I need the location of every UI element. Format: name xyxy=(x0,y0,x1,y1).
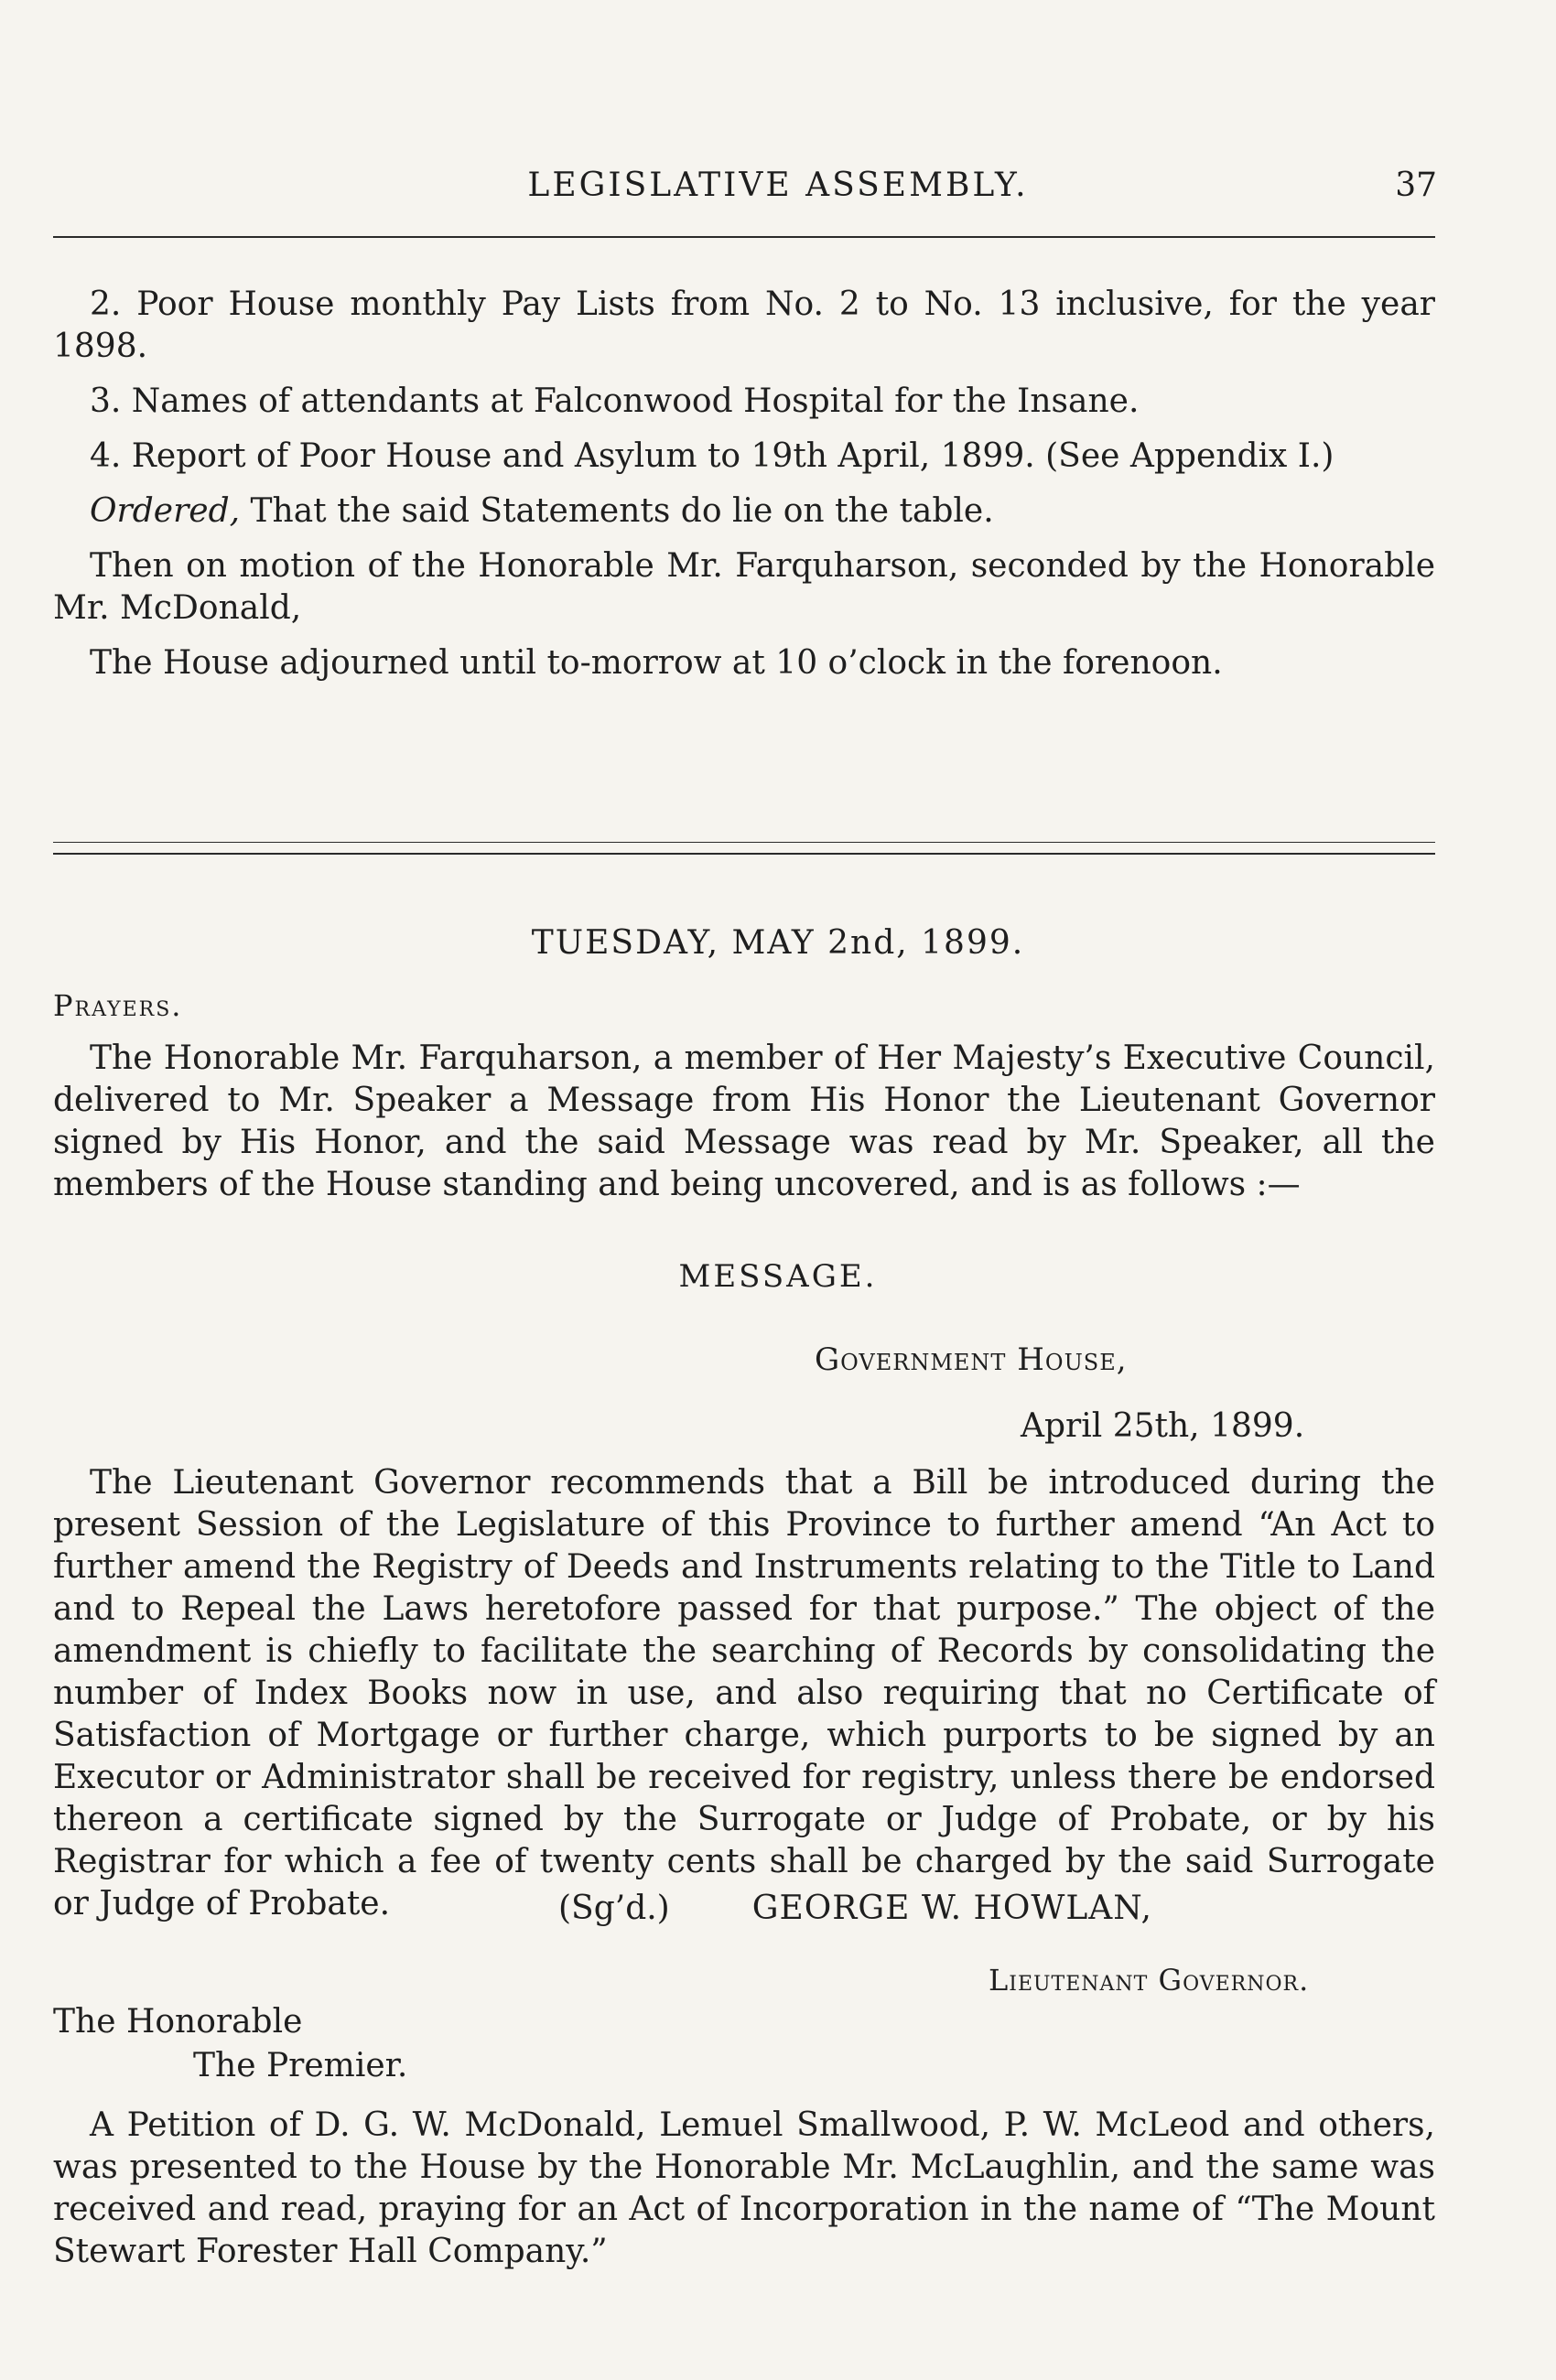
message-intro-text: The Honorable Mr. Farquharson, a member of Her Majesty’s Executive Council, delivered to Mr. Speaker a Message from His Honor the Lieutenant Governor signed by His Honor, and the said Message was read by Mr. Speaker, all the members of the House standing and being uncovered, and is as follows :— xyxy=(53,1039,1435,1203)
message-body-text: The Lieutenant Governor recommends that a Bill be introduced during the present Session of the Legislature of this Province to further amend “An Act to further amend the Registry of Deeds and Instruments relating to the Title to Land and to Repeal the Laws heretofore passed for that purpose.” The object of the amendment is chiefly to facilitate the searching of Records by consolidating the number of Index Books now in use, and also requiring that no Certificate of Satisfaction of Mortgage or further charge, which purports to be signed by an Executor or Administrator shall be received for registry, unless there be endorsed thereon a certificate signed by the Surrogate or Judge of Probate, or by his Registrar for which a fee of twenty cents shall be charged by the said Surrogate or Judge of Probate. xyxy=(53,1464,1435,1922)
addressee-line-1: The Honorable xyxy=(53,2003,303,2041)
petition-text: A Petition of D. G. W. McDonald, Lemuel Smallwood, P. W. McLeod and others, was presented to the House by the Honorable Mr. McLaughlin, and the same was received and read, praying for an Act of Incorporation in the name of “The Mount Stewart Forester Hall Company.” xyxy=(53,2106,1435,2270)
motion-paragraph: Then on motion of the Honorable Mr. Farquharson, seconded by the Honorable Mr. McDonald, xyxy=(53,547,1435,627)
ordered-label: Ordered, xyxy=(90,492,241,530)
petition xyxy=(53,2105,1435,2273)
statements-list xyxy=(53,284,1435,684)
addressee-line-2: The Premier. xyxy=(193,2047,408,2084)
message-intro xyxy=(53,1038,1435,1206)
ordered-paragraph xyxy=(53,490,1435,533)
message-body xyxy=(53,1462,1435,1925)
signatory-name: GEORGE W. HOWLAN, xyxy=(751,1890,1152,1927)
addressee xyxy=(53,2000,407,2088)
message-date: April 25th, 1899. xyxy=(1021,1407,1305,1445)
page-number: 37 xyxy=(1395,167,1437,204)
message-place: Government House, xyxy=(815,1341,1128,1378)
message-heading: MESSAGE. xyxy=(678,1258,878,1295)
signatory-title: Lieutenant Governor. xyxy=(989,1963,1310,1998)
statement-item-3: 3. Names of attendants at Falconwood Hospital for the Insane. xyxy=(90,382,1140,420)
signed-prefix: (Sg’d.) xyxy=(558,1890,670,1927)
header-rule xyxy=(53,236,1435,238)
section-rule-top xyxy=(53,842,1435,843)
section-rule-bottom xyxy=(53,853,1435,855)
prayers-label: Prayers. xyxy=(53,988,183,1023)
day-heading: TUESDAY, MAY 2nd, 1899. xyxy=(531,924,1025,962)
running-header-title: LEGISLATIVE ASSEMBLY. xyxy=(527,167,1029,204)
statement-item-4: 4. Report of Poor House and Asylum to 19th April, 1899. (See Appendix I.) xyxy=(90,437,1334,475)
adjourn-paragraph: The House adjourned until to-morrow at 10 o’clock in the forenoon. xyxy=(90,644,1223,682)
ordered-text: That the said Statements do lie on the table. xyxy=(240,492,994,530)
signature-line xyxy=(558,1890,1152,1927)
statement-item-2: 2. Poor House monthly Pay Lists from No. 2 to No. 13 inclusive, for the year 1898. xyxy=(53,285,1435,365)
